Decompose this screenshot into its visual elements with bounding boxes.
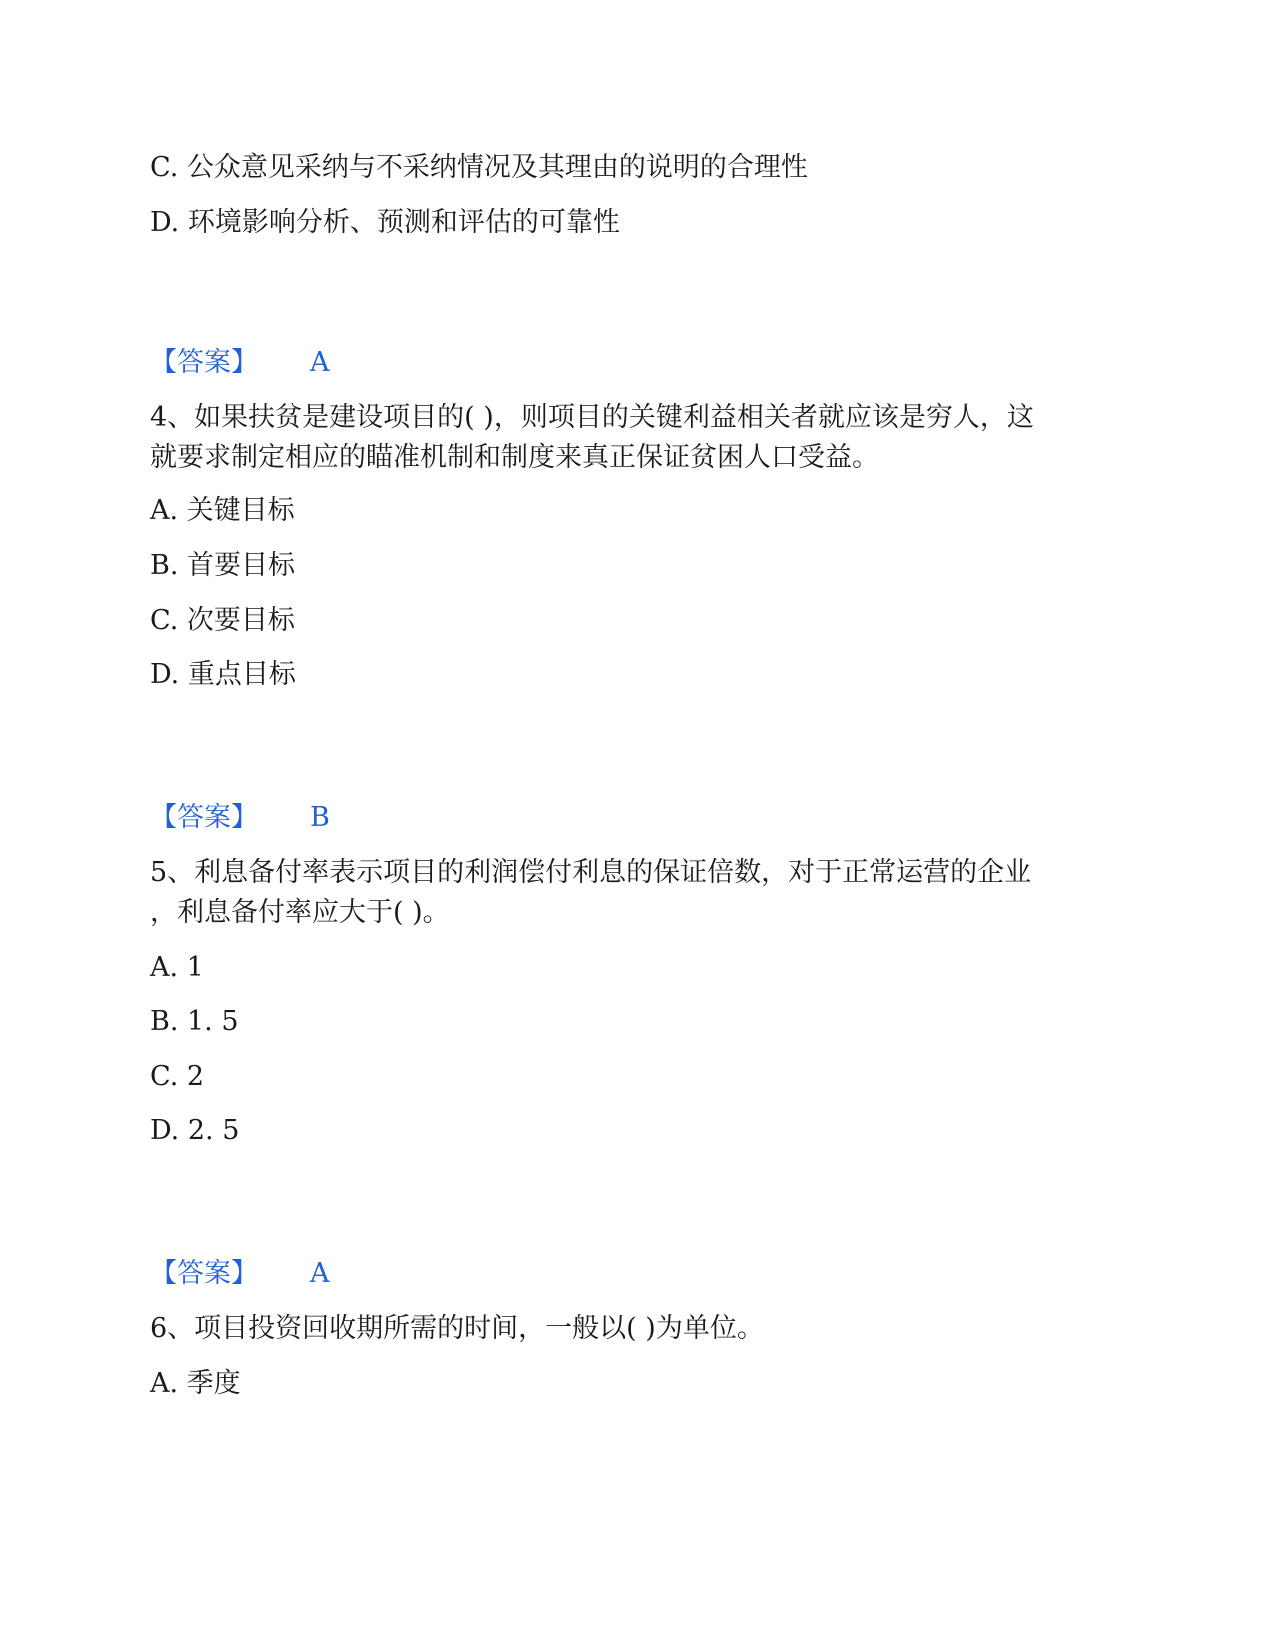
answer-4 bbox=[150, 800, 330, 836]
q4-stem-line-2: 就要求制定相应的瞄准机制和制度来真正保证贫困人口受益。 bbox=[150, 442, 879, 473]
q3-option-d: D. 环境影响分析、预测和评估的可靠性 bbox=[150, 207, 620, 238]
q5-option-d: D. 2. 5 bbox=[150, 1115, 240, 1146]
q5-option-a: A. 1 bbox=[150, 952, 204, 983]
q6-option-a: A. 季度 bbox=[150, 1368, 241, 1399]
q4-option-a: A. 关键目标 bbox=[150, 495, 295, 526]
answer-3 bbox=[150, 345, 330, 381]
answer-label: 【答案】 bbox=[150, 802, 258, 833]
answer-label: 【答案】 bbox=[150, 347, 258, 378]
answer-value: A bbox=[310, 347, 330, 378]
q5-option-b: B. 1. 5 bbox=[150, 1006, 239, 1037]
answer-value: B bbox=[310, 802, 330, 833]
q5-option-c: C. 2 bbox=[150, 1061, 205, 1092]
q4-option-c: C. 次要目标 bbox=[150, 605, 295, 636]
q6-stem-line-1: 6、项目投资回收期所需的时间，一般以( )为单位。 bbox=[150, 1313, 764, 1344]
answer-label: 【答案】 bbox=[150, 1258, 258, 1289]
answer-5 bbox=[150, 1256, 330, 1292]
q5-stem-line-1: 5、利息备付率表示项目的利润偿付利息的保证倍数，对于正常运营的企业 bbox=[150, 857, 1032, 888]
q4-option-b: B. 首要目标 bbox=[150, 550, 296, 581]
q4-stem-line-1: 4、如果扶贫是建设项目的( )，则项目的关键利益相关者就应该是穷人，这 bbox=[150, 402, 1034, 433]
q4-option-d: D. 重点目标 bbox=[150, 659, 296, 690]
q5-stem-line-2: ，利息备付率应大于( )。 bbox=[150, 897, 450, 928]
q3-option-c: C. 公众意见采纳与不采纳情况及其理由的说明的合理性 bbox=[150, 152, 808, 183]
answer-value: A bbox=[310, 1258, 330, 1289]
